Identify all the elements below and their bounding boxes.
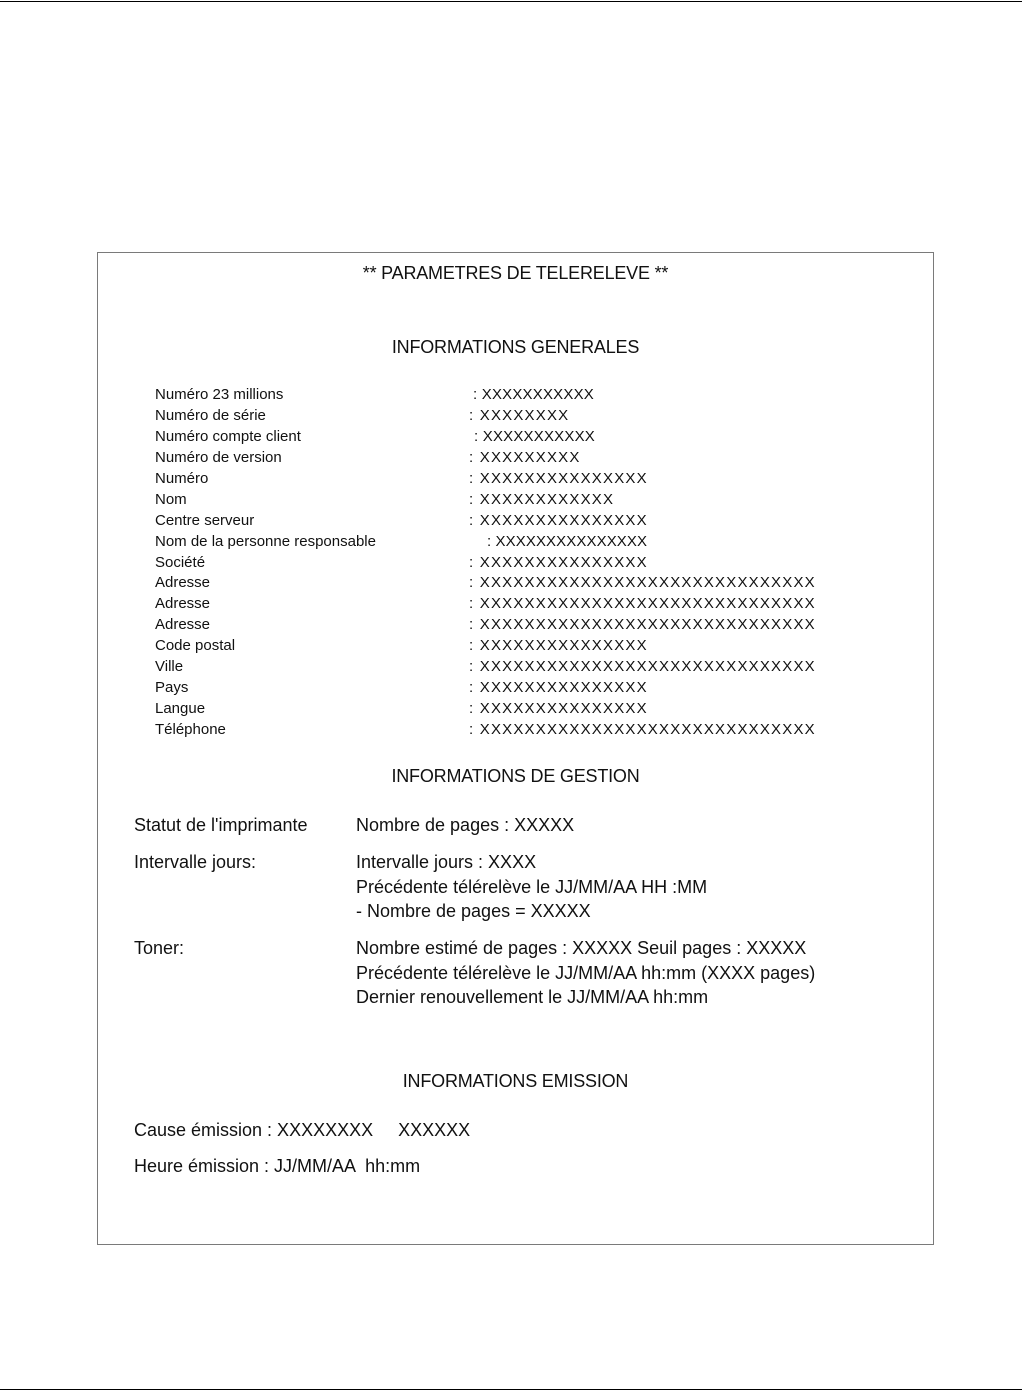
field-label: Numéro: [155, 469, 209, 487]
list-item: [155, 594, 915, 615]
field-label: Société: [155, 553, 206, 571]
field-label: Centre serveur: [155, 511, 255, 529]
field-label: Téléphone: [155, 721, 226, 738]
emission-info-heading: INFORMATIONS EMISSION: [402, 1071, 629, 1091]
toner-line: Dernier renouvellement le JJ/MM/AA hh:mm: [356, 987, 709, 1007]
field-value: : XXXXXXXXXXX: [473, 386, 594, 403]
list-item: [155, 636, 915, 657]
management-info-heading: INFORMATIONS DE GESTION: [391, 766, 640, 786]
top-rule: [0, 1, 1022, 2]
list-item: [155, 427, 915, 448]
field-value: : XXXXXXXXX: [469, 448, 581, 466]
toner-line: Nombre estimé de pages : XXXXX Seuil pages : XXXXX: [356, 938, 807, 958]
general-info-heading: INFORMATIONS GENERALES: [391, 337, 640, 357]
list-item: [155, 657, 915, 678]
field-value: : XXXXXXXXXXXXXXX: [469, 637, 648, 655]
field-value: : XXXXXXXXXXXXXXX: [469, 679, 648, 697]
list-item: [155, 448, 915, 469]
list-item: [155, 406, 915, 427]
general-info-list: [155, 385, 915, 741]
list-item: [155, 553, 915, 574]
field-value: : XXXXXXXXXXXXXXX: [469, 469, 648, 487]
field-value: : XXXXXXXXXXXX: [469, 490, 615, 508]
field-label: Ville: [155, 658, 184, 676]
field-value: : XXXXXXXXXXX: [474, 427, 595, 445]
list-item: [155, 699, 915, 720]
emission-time: Heure émission : JJ/MM/AA hh:mm: [134, 1156, 421, 1176]
field-label: Numéro de série: [155, 406, 266, 424]
list-item: [155, 573, 915, 594]
field-label: Adresse: [155, 595, 211, 613]
toner-line: Précédente télérelève le JJ/MM/AA hh:mm (XXXX pages): [356, 962, 816, 983]
field-value: : XXXXXXXXXXXXXXXXXXXXXXXXXXXXXX: [469, 616, 816, 634]
emission-cause: Cause émission : XXXXXXXX XXXXXX: [134, 1120, 471, 1140]
field-label: Nom de la personne responsable: [155, 532, 376, 550]
field-label: Numéro de version: [155, 448, 282, 466]
list-item: [155, 469, 915, 490]
report-panel: [97, 252, 934, 1245]
toner-label: Toner:: [134, 938, 185, 958]
field-label: Langue: [155, 700, 206, 718]
report-title: ** PARAMETRES DE TELERELEVE **: [362, 263, 669, 283]
field-label: Adresse: [155, 616, 211, 634]
list-item: [155, 678, 915, 699]
field-value: : XXXXXXXX: [469, 406, 570, 424]
printer-status-value: Nombre de pages : XXXXX: [356, 815, 575, 835]
list-item: [155, 490, 915, 511]
interval-line: Intervalle jours : XXXX: [356, 852, 537, 872]
interval-label: Intervalle jours:: [134, 852, 257, 872]
field-value: : XXXXXXXXXXXXXXX: [469, 511, 648, 529]
field-value: : XXXXXXXXXXXXXXXXXXXXXXXXXXXXXX: [469, 595, 816, 613]
bottom-rule: [0, 1389, 1022, 1390]
interval-line: Précédente télérelève le JJ/MM/AA HH :MM: [356, 876, 708, 897]
list-item: [155, 532, 915, 553]
field-value: : XXXXXXXXXXXXXXX: [487, 532, 648, 550]
field-label: Adresse: [155, 574, 211, 592]
printer-status-label: Statut de l'imprimante: [134, 815, 308, 835]
field-value: : XXXXXXXXXXXXXXXXXXXXXXXXXXXXXX: [469, 574, 816, 592]
field-value: : XXXXXXXXXXXXXXXXXXXXXXXXXXXXXX: [469, 658, 816, 676]
field-label: Code postal: [155, 637, 236, 655]
field-label: Numéro compte client: [155, 427, 301, 445]
field-label: Pays: [155, 679, 189, 697]
field-value: : XXXXXXXXXXXXXXXXXXXXXXXXXXXXXX: [469, 721, 816, 738]
interval-line: - Nombre de pages = XXXXX: [356, 901, 591, 921]
list-item: [155, 720, 915, 741]
field-label: Nom: [155, 490, 187, 508]
list-item: [155, 511, 915, 532]
field-label: Numéro 23 millions: [155, 386, 284, 403]
list-item: [155, 385, 915, 406]
list-item: [155, 615, 915, 636]
field-value: : XXXXXXXXXXXXXXX: [469, 700, 648, 718]
field-value: : XXXXXXXXXXXXXXX: [469, 553, 648, 571]
